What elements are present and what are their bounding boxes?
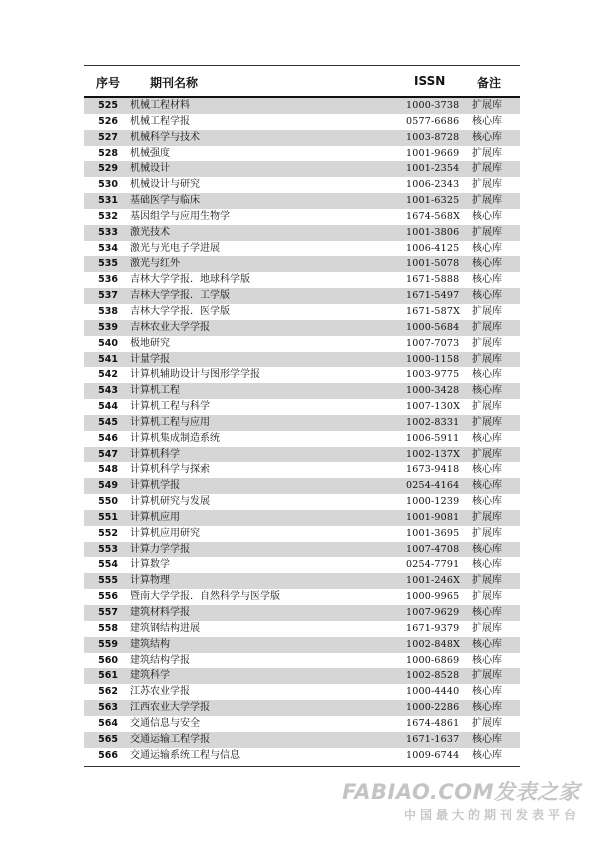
- journal-note: 扩展库: [472, 353, 502, 365]
- table-row: [84, 352, 520, 368]
- journal-note: 核心库: [472, 543, 502, 555]
- journal-note: 扩展库: [472, 100, 502, 111]
- journal-issn: 1001-2354: [406, 163, 460, 175]
- journal-name: 计算机应用: [130, 511, 180, 523]
- journal-name: 江西农业大学学报: [130, 702, 210, 714]
- watermark-tagline: 中国最大的期刊发表平台: [403, 808, 580, 822]
- row-number: 526: [98, 115, 118, 127]
- journal-issn: 1671-587X: [406, 305, 461, 317]
- row-number: 553: [98, 543, 118, 555]
- journal-issn: 1671-5888: [406, 274, 460, 286]
- journal-issn: 1007-4708: [406, 543, 460, 555]
- journal-note: 扩展库: [472, 622, 502, 634]
- journal-note: 核心库: [472, 115, 502, 127]
- journal-note: 扩展库: [472, 416, 502, 428]
- journal-name: 交通运输系统工程与信息: [130, 749, 240, 761]
- table-row: [84, 209, 520, 225]
- journal-table: [84, 98, 520, 763]
- journal-issn: 0577-6686: [406, 115, 460, 127]
- journal-note: 扩展库: [472, 305, 502, 317]
- row-number: 541: [98, 353, 118, 365]
- row-number: 529: [98, 163, 118, 175]
- journal-issn: 1000-4440: [406, 686, 460, 698]
- row-number: 542: [98, 369, 118, 381]
- journal-note: 核心库: [472, 432, 502, 444]
- row-number: 536: [98, 274, 118, 286]
- row-number: 562: [98, 686, 118, 698]
- journal-note: 核心库: [472, 654, 502, 666]
- journal-note: 核心库: [472, 131, 502, 143]
- journal-name: 暨南大学学报．自然科学与医学版: [130, 591, 280, 603]
- journal-name: 机械工程学报: [130, 115, 190, 127]
- journal-name: 机械科学与技术: [130, 131, 200, 143]
- table-row: [84, 177, 520, 193]
- row-number: 551: [98, 511, 118, 523]
- journal-issn: 1001-3695: [406, 527, 460, 539]
- journal-issn: 1007-9629: [406, 607, 460, 618]
- journal-note: 扩展库: [472, 717, 502, 729]
- table-row: [84, 573, 520, 589]
- table-row: [84, 320, 520, 336]
- journal-issn: 1002-8331: [406, 416, 460, 428]
- row-number: 546: [98, 432, 118, 444]
- journal-issn: 1001-6325: [406, 195, 460, 207]
- table-row: [84, 684, 520, 700]
- table-row: [84, 526, 520, 542]
- header-name: 期刊名称: [150, 76, 199, 90]
- journal-note: 核心库: [472, 210, 502, 222]
- row-number: 525: [98, 100, 118, 111]
- journal-issn: 1673-9418: [406, 464, 460, 476]
- journal-name: 吉林农业大学学报: [130, 321, 210, 333]
- journal-issn: 1006-5911: [406, 432, 460, 444]
- row-number: 558: [98, 622, 118, 634]
- row-number: 560: [98, 654, 118, 666]
- row-number: 555: [98, 575, 118, 587]
- journal-issn: 1001-9081: [406, 511, 460, 523]
- journal-issn: 1000-1239: [406, 496, 460, 508]
- row-number: 561: [98, 670, 118, 682]
- row-number: 533: [98, 226, 118, 238]
- journal-note: 扩展库: [472, 401, 502, 413]
- row-number: 552: [98, 527, 118, 539]
- journal-name: 建筑材料学报: [130, 607, 190, 618]
- journal-issn: 1671-1637: [406, 733, 460, 745]
- journal-name: 建筑钢结构进展: [130, 622, 200, 634]
- journal-note: 扩展库: [472, 575, 502, 587]
- table-row: [84, 399, 520, 415]
- table-row: [84, 542, 520, 558]
- journal-note: 扩展库: [472, 670, 502, 682]
- table-row: [84, 621, 520, 637]
- row-number: 540: [98, 337, 118, 349]
- table-row: [84, 637, 520, 653]
- row-number: 531: [98, 195, 118, 207]
- journal-name: 极地研究: [130, 337, 170, 349]
- journal-name: 计算机工程与科学: [130, 401, 210, 413]
- journal-name: 机械设计: [130, 163, 170, 175]
- journal-name: 计算机研究与发展: [130, 496, 210, 508]
- row-number: 532: [98, 210, 118, 222]
- journal-name: 计算力学学报: [130, 543, 190, 555]
- table-row: [84, 447, 520, 463]
- journal-issn: 1671-9379: [406, 622, 460, 634]
- journal-name: 机械工程材料: [130, 100, 190, 111]
- journal-issn: 1006-4125: [406, 242, 460, 254]
- journal-issn: 1000-6869: [406, 654, 460, 666]
- journal-issn: 1009-6744: [406, 749, 460, 761]
- journal-note: 扩展库: [472, 448, 502, 460]
- journal-note: 扩展库: [472, 147, 502, 159]
- table-row: [84, 225, 520, 241]
- row-number: 528: [98, 147, 118, 159]
- journal-name: 机械强度: [130, 147, 170, 159]
- journal-note: 核心库: [472, 242, 502, 254]
- header-note: 备注: [477, 76, 502, 90]
- journal-note: 核心库: [472, 258, 502, 270]
- journal-name: 计算物理: [130, 575, 170, 587]
- row-number: 554: [98, 559, 118, 571]
- journal-name: 基因组学与应用生物学: [130, 210, 230, 222]
- journal-name: 计算机工程与应用: [130, 416, 210, 428]
- row-number: 548: [98, 464, 118, 476]
- table-row: [84, 557, 520, 573]
- journal-issn: 1002-137X: [406, 448, 461, 460]
- table-row: [84, 653, 520, 669]
- journal-name: 激光技术: [130, 226, 170, 238]
- journal-issn: 1674-568X: [406, 210, 461, 222]
- row-number: 543: [98, 385, 118, 397]
- journal-note: 扩展库: [472, 163, 502, 175]
- bottom-rule: [84, 766, 520, 767]
- journal-name: 计算机应用研究: [130, 527, 200, 539]
- journal-note: 扩展库: [472, 195, 502, 207]
- row-number: 539: [98, 321, 118, 333]
- journal-issn: 1006-2343: [406, 179, 460, 191]
- journal-note: 核心库: [472, 607, 502, 618]
- table-header: [84, 70, 520, 94]
- journal-name: 计算机科学: [130, 448, 180, 460]
- journal-name: 计算机科学与探索: [130, 464, 210, 476]
- journal-name: 吉林大学学报．医学版: [130, 305, 230, 317]
- journal-issn: 1003-9775: [406, 369, 460, 381]
- journal-issn: 1000-3738: [406, 100, 460, 111]
- journal-note: 核心库: [472, 749, 502, 761]
- journal-issn: 1671-5497: [406, 290, 460, 302]
- journal-name: 江苏农业学报: [130, 686, 190, 698]
- journal-issn: 1002-848X: [406, 638, 461, 650]
- journal-name: 计量学报: [130, 353, 170, 365]
- table-row: [84, 304, 520, 320]
- journal-issn: 1000-5684: [406, 321, 460, 333]
- table-row: [84, 114, 520, 130]
- table-row: [84, 668, 520, 684]
- header-issn: ISSN: [414, 74, 446, 88]
- table-row: [84, 288, 520, 304]
- row-number: 530: [98, 179, 118, 191]
- row-number: 527: [98, 131, 118, 143]
- journal-name: 激光与红外: [130, 258, 180, 270]
- journal-name: 计算机集成制造系统: [130, 432, 220, 444]
- watermark-logo: FABIAO.COM发表之家: [342, 780, 580, 804]
- row-number: 549: [98, 480, 118, 492]
- table-row: [84, 367, 520, 383]
- journal-note: 扩展库: [472, 321, 502, 333]
- table-row: [84, 510, 520, 526]
- row-number: 534: [98, 242, 118, 254]
- row-number: 547: [98, 448, 118, 460]
- journal-issn: 1000-9965: [406, 591, 460, 603]
- row-number: 550: [98, 496, 118, 508]
- journal-note: 核心库: [472, 638, 502, 650]
- journal-name: 建筑结构学报: [130, 654, 190, 666]
- journal-note: 核心库: [472, 702, 502, 714]
- row-number: 545: [98, 416, 118, 428]
- table-row: [84, 494, 520, 510]
- journal-name: 基础医学与临床: [130, 195, 200, 207]
- journal-issn: 1001-3806: [406, 226, 460, 238]
- journal-name: 建筑结构: [130, 638, 170, 650]
- table-row: [84, 336, 520, 352]
- journal-issn: 1674-4861: [406, 717, 460, 729]
- journal-issn: 1001-9669: [406, 147, 460, 159]
- journal-note: 核心库: [472, 274, 502, 286]
- journal-name: 吉林大学学报．工学版: [130, 290, 230, 302]
- table-row: [84, 130, 520, 146]
- journal-note: 扩展库: [472, 226, 502, 238]
- journal-issn: 1007-130X: [406, 401, 461, 413]
- table-row: [84, 732, 520, 748]
- row-number: 538: [98, 305, 118, 317]
- row-number: 557: [98, 607, 118, 618]
- journal-note: 核心库: [472, 733, 502, 745]
- journal-name: 吉林大学学报．地球科学版: [130, 274, 250, 286]
- journal-name: 交通信息与安全: [130, 717, 200, 729]
- journal-issn: 1000-3428: [406, 385, 460, 397]
- journal-issn: 1000-1158: [406, 353, 460, 365]
- journal-issn: 1003-8728: [406, 131, 460, 143]
- journal-issn: 1001-246X: [406, 575, 461, 587]
- journal-note: 核心库: [472, 686, 502, 698]
- journal-note: 扩展库: [472, 337, 502, 349]
- table-row: [84, 415, 520, 431]
- row-number: 537: [98, 290, 118, 302]
- row-number: 566: [98, 749, 118, 761]
- journal-note: 扩展库: [472, 179, 502, 191]
- table-row: [84, 431, 520, 447]
- journal-issn: 1007-7073: [406, 337, 460, 349]
- journal-name: 计算机学报: [130, 480, 180, 492]
- journal-name: 机械设计与研究: [130, 179, 200, 191]
- journal-issn: 0254-4164: [406, 480, 460, 492]
- journal-note: 核心库: [472, 385, 502, 397]
- journal-note: 核心库: [472, 369, 502, 381]
- table-row: [84, 589, 520, 605]
- journal-name: 计算机辅助设计与图形学学报: [130, 369, 260, 381]
- journal-issn: 1002-8528: [406, 670, 460, 682]
- table-row: [84, 605, 520, 621]
- table-row: [84, 748, 520, 764]
- table-row: [84, 700, 520, 716]
- table-row: [84, 383, 520, 399]
- journal-note: 核心库: [472, 464, 502, 476]
- row-number: 565: [98, 733, 118, 745]
- journal-issn: 0254-7791: [406, 559, 460, 571]
- journal-name: 计算数学: [130, 559, 170, 571]
- journal-name: 计算机工程: [130, 385, 180, 397]
- journal-note: 扩展库: [472, 591, 502, 603]
- table-row: [84, 256, 520, 272]
- table-row: [84, 272, 520, 288]
- top-rule: [84, 65, 520, 66]
- table-row: [84, 241, 520, 257]
- journal-note: 核心库: [472, 290, 502, 302]
- table-row: [84, 478, 520, 494]
- row-number: 535: [98, 258, 118, 270]
- journal-note: 扩展库: [472, 511, 502, 523]
- journal-note: 核心库: [472, 480, 502, 492]
- journal-name: 交通运输工程学报: [130, 733, 210, 745]
- row-number: 544: [98, 401, 118, 413]
- table-row: [84, 146, 520, 162]
- table-row: [84, 193, 520, 209]
- row-number: 564: [98, 717, 118, 729]
- journal-name: 激光与光电子学进展: [130, 242, 220, 254]
- row-number: 556: [98, 591, 118, 603]
- journal-name: 建筑科学: [130, 670, 170, 682]
- table-row: [84, 716, 520, 732]
- table-row: [84, 161, 520, 177]
- journal-note: 核心库: [472, 559, 502, 571]
- header-num: 序号: [96, 76, 121, 90]
- row-number: 559: [98, 638, 118, 650]
- table-row: [84, 98, 520, 114]
- journal-note: 核心库: [472, 496, 502, 508]
- journal-note: 扩展库: [472, 527, 502, 539]
- journal-issn: 1000-2286: [406, 702, 460, 714]
- row-number: 563: [98, 702, 118, 714]
- journal-issn: 1001-5078: [406, 258, 460, 270]
- table-row: [84, 462, 520, 478]
